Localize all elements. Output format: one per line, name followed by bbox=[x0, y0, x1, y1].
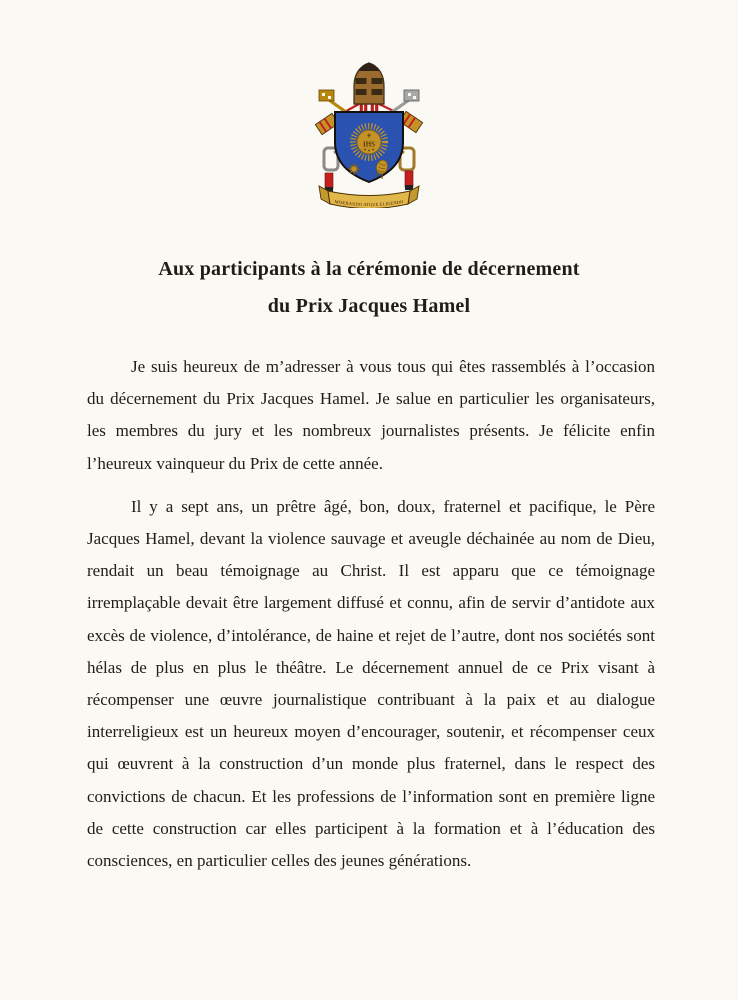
paragraph-1: Je suis heureux de m’adresser à vous tous qui êtes rassemblés à l’occasion du décernement du Prix Jacques Hamel. Je salue en particulier les organisateurs, les membres du jury et les nombreux journalistes présents. Je félicite enfin l’heureux vainqueur du Prix de cette année. bbox=[87, 357, 655, 473]
motto-text: MISERANDO ATQUE ELIGENDO bbox=[334, 198, 404, 208]
document-title bbox=[0, 251, 738, 325]
right-red-tassel-icon bbox=[405, 171, 413, 190]
title-line-2: du Prix Jacques Hamel bbox=[267, 295, 471, 317]
mitre-icon bbox=[354, 63, 384, 114]
document-body bbox=[87, 351, 655, 877]
ihs-text: IHS bbox=[362, 140, 376, 149]
papal-coat-of-arms bbox=[314, 58, 424, 208]
star-icon bbox=[348, 163, 360, 175]
title-line-1: Aux participants à la cérémonie de décernement bbox=[158, 258, 580, 280]
paragraph-2: Il y a sept ans, un prêtre âgé, bon, doux, fraternel et pacifique, le Père Jacques Hamel, devant la violence sauvage et aveugle déchainée au nom de Dieu, rendait un beau témoignage au Christ. Il est apparu que ce témoignage irremplaçable devait être largement diffusé et connu, afin de servir d’antidote aux excès de violence, d’intolérance, de haine et rejet de l’autre, dont nos sociétés sont hélas de plus en plus le théâtre. Le décernement annuel de ce Prix visant à récompenser une œuvre journalistique contribuant à la paix et au dialogue interreligieux est un heureux moyen d’encourager, soutenir, et récompenser ceux qui œuvrent à la construction d’un monde plus fraternel, dans le respect des convictions de chacun. Et les professions de l’information sont en première ligne de cette construction car elles participent à la formation et à l’éducation des consciences, en particulier celles des jeunes générations. bbox=[87, 496, 655, 871]
motto-banner bbox=[319, 186, 419, 208]
coat-of-arms-graphic bbox=[314, 58, 424, 208]
left-red-tassel-icon bbox=[325, 173, 333, 192]
ihs-sun-emblem bbox=[353, 126, 385, 158]
